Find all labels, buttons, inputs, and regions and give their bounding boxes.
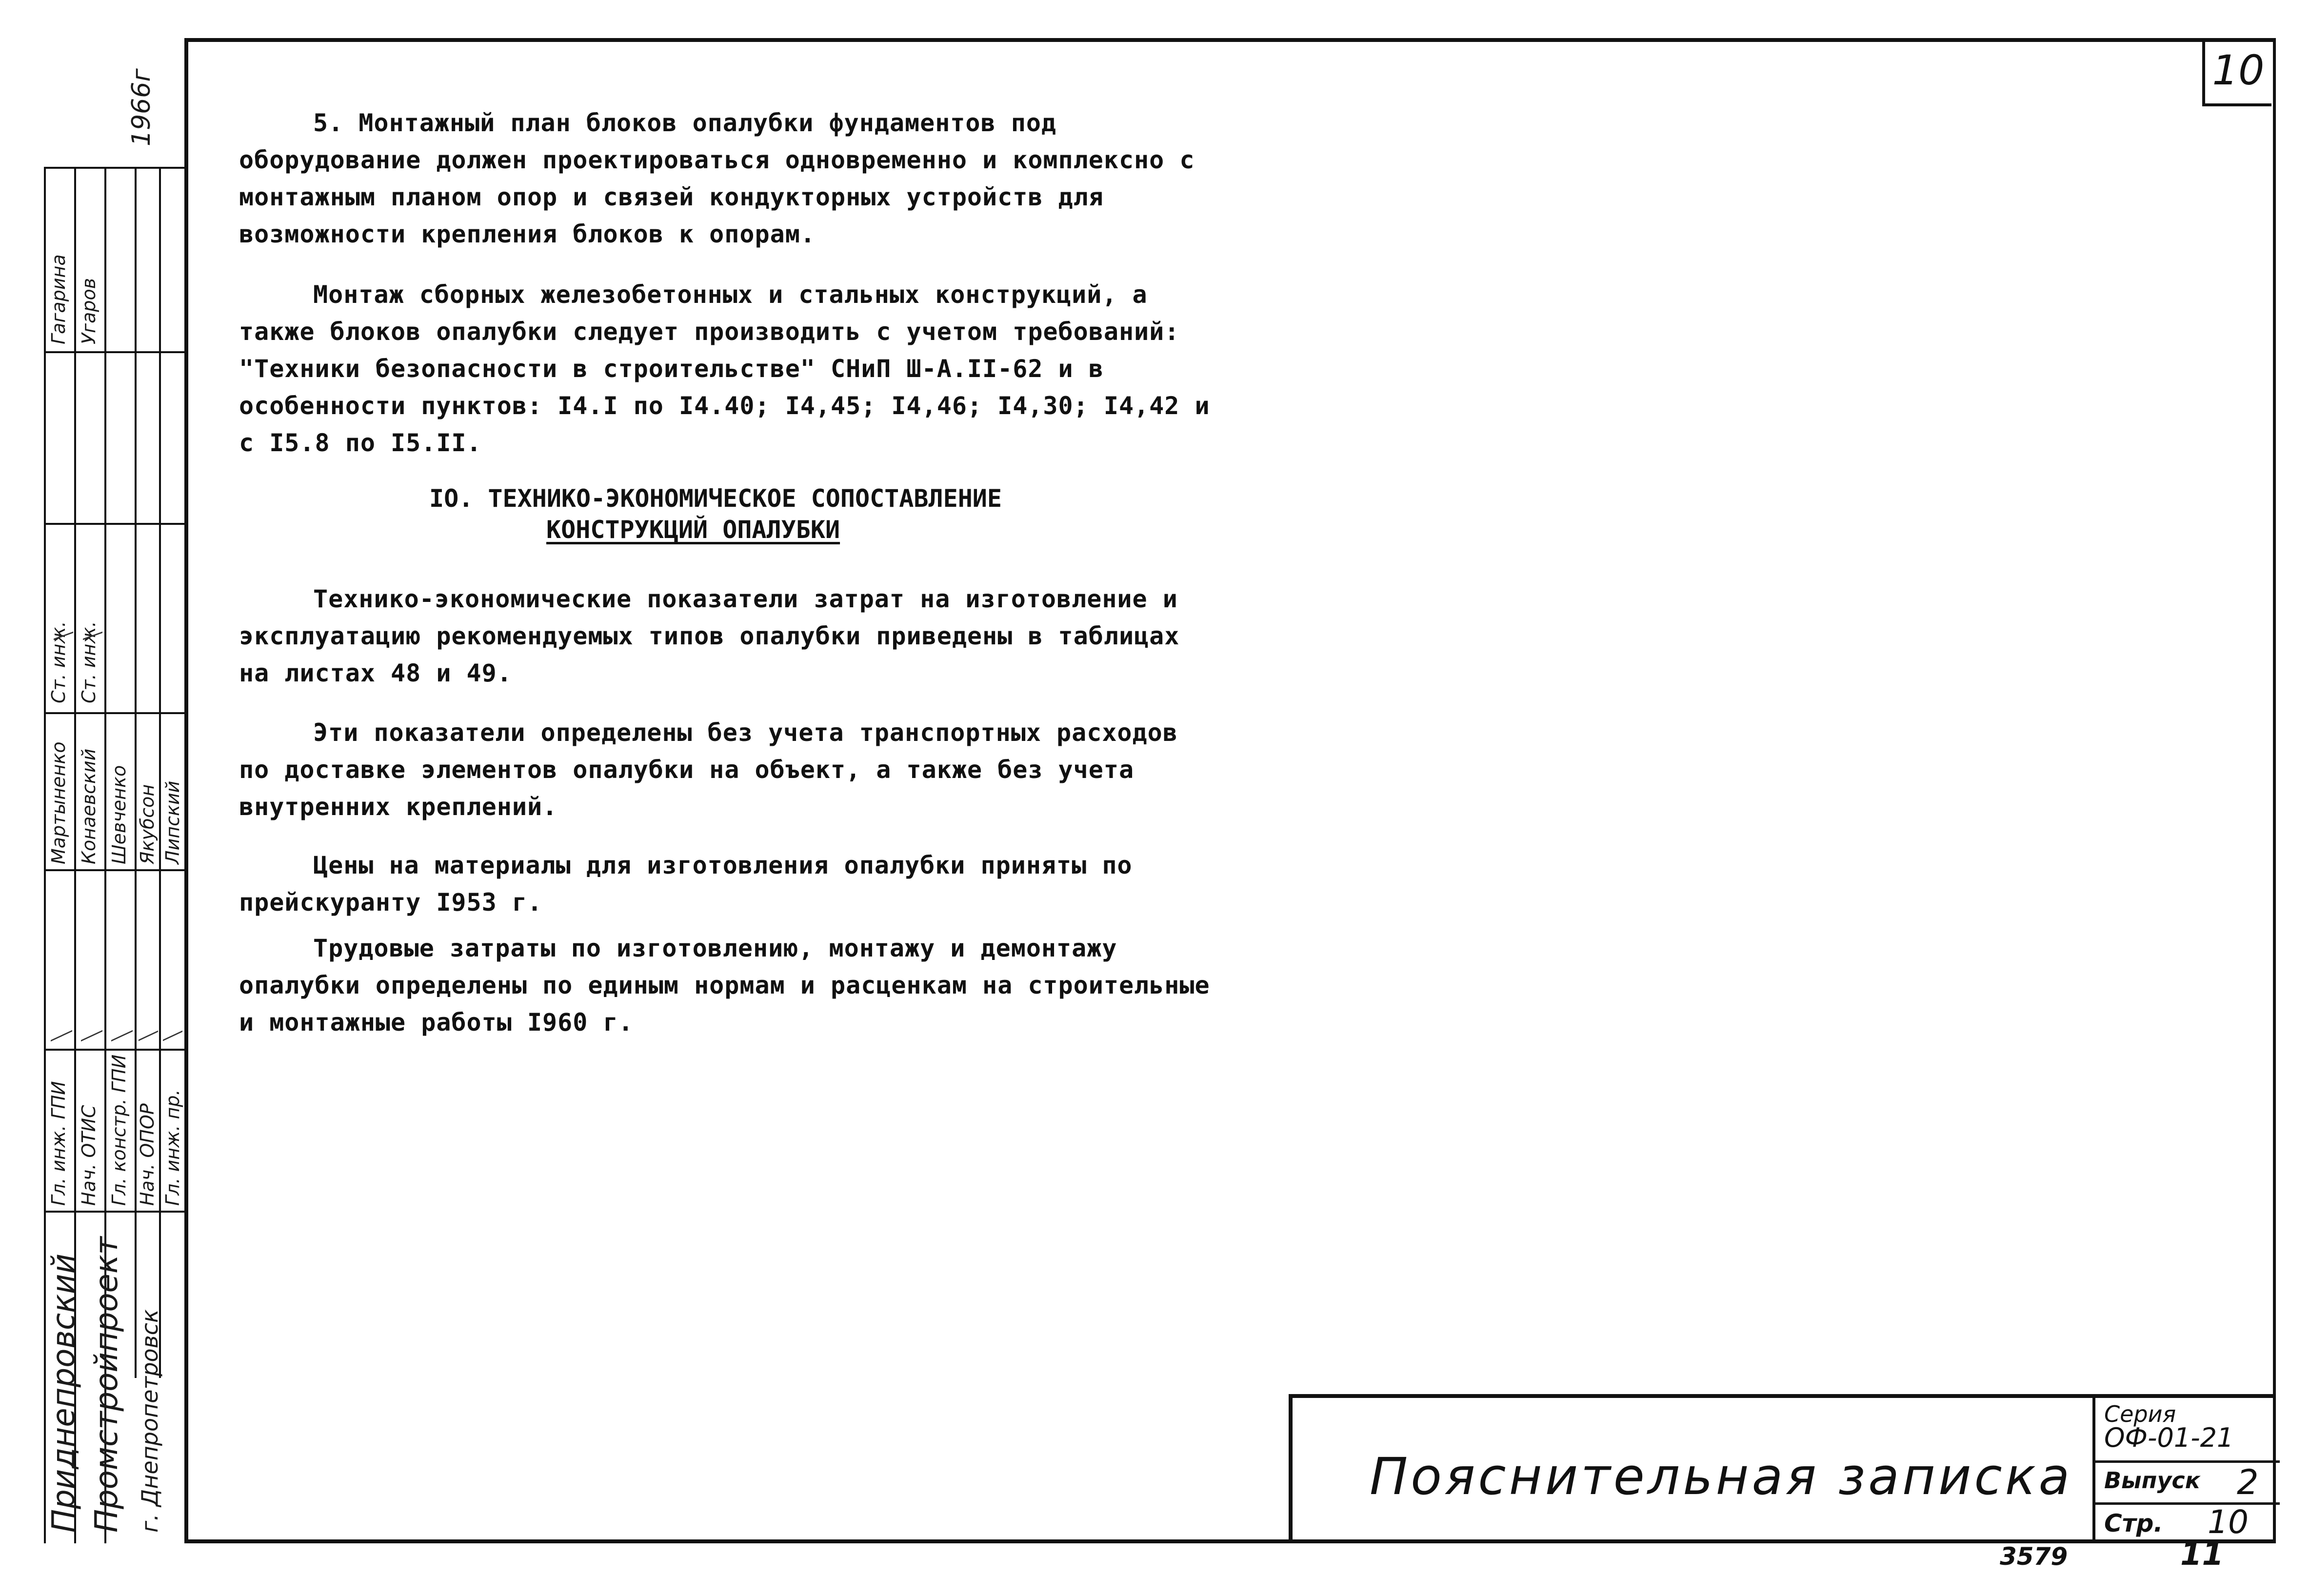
series-label: Серия <box>2104 1401 2176 1427</box>
signature-1 <box>54 534 73 640</box>
signature-2 <box>83 544 102 640</box>
stamp-role-1: Гл. инж. ГПИ <box>48 1081 69 1206</box>
paragraph-safety-requirements: Монтаж сборных железобетонных и стальных конструкций, а также блоков опалубки следует производить с учетом требований: "Техники безопасности в строительстве" СНиП Ш-А.II-62 и в особенности пунктов: I4.I по I4.40; I4,45; I4,46; I4,30; I4,42 и с I5.8 по I5.II. <box>239 280 1210 457</box>
stamp-name-4: Якубсон <box>137 784 158 864</box>
stamp-name-2: Конаевский <box>78 748 100 864</box>
document-title: Пояснительная записка <box>1370 1447 2073 1506</box>
paragraph-montage-plan: 5. Монтажный план блоков опалубки фундаментов под оборудование должен проектироваться одновременно и комплексно с монтажным планом опор и связей кондукторных устройств для возможности крепления блоков к опорам. <box>239 109 1195 248</box>
bottom-right-number: 11 <box>2180 1536 2224 1573</box>
stamp-role-5: Гл. инж. пр. <box>162 1089 183 1206</box>
section-heading-line-1: IO. ТЕХНИКО-ЭКОНОМИЧЕСКОЕ СОПОСТАВЛЕНИЕ <box>429 484 1002 513</box>
paragraph-labor: Трудовые затраты по изготовлению, монтажу и демонтажу опалубки определены по единым нормам и расценкам на строительные и монтажные работы I960 г. <box>239 934 1210 1037</box>
bottom-left-number: 3579 <box>2000 1542 2068 1571</box>
page-number: 10 <box>2202 40 2271 106</box>
section-heading <box>429 483 1063 545</box>
paragraph-indicators: Технико-экономические показатели затрат на изготовление и эксплуатацию рекомендуемых типов опалубки приведены в таблицах на листах 48 и 49. <box>239 585 1180 687</box>
stamp-role2-2: Ст. инж. <box>78 621 100 703</box>
side-stamp <box>44 167 184 1543</box>
issue-value: 2 <box>2237 1462 2259 1502</box>
stamp-name-1: Мартыненко <box>48 741 69 864</box>
paragraph-prices: Цены на материалы для изготовления опалубки приняты по прейскуранту I953 г. <box>239 851 1133 917</box>
paragraph-transport: Эти показатели определены без учета транспортных расходов по доставке элементов опалубки на объект, а также без учета внутренних креплений. <box>239 718 1178 821</box>
series-cell <box>2092 1398 2280 1543</box>
section-heading-line-2: КОНСТРУКЦИЙ ОПАЛУБКИ <box>546 516 840 544</box>
title-block <box>1289 1394 2276 1543</box>
margin-year: 1966г <box>127 68 156 146</box>
signature-7 <box>163 884 182 1041</box>
signature-3 <box>51 884 72 1042</box>
stamp-name2-2: Угаров <box>78 278 100 344</box>
org-line-2: Промстройпроект <box>89 1237 125 1533</box>
stamp-role-2: Нач. ОТИС <box>78 1105 100 1206</box>
page-value: 10 <box>2208 1503 2249 1541</box>
stamp-name-3: Шевченко <box>108 765 130 864</box>
stamp-role-3: Гл. констр. ГПИ <box>108 1054 130 1206</box>
org-line-1: Приднепровский <box>46 1253 82 1533</box>
stamp-name2-1: Гагарина <box>48 254 69 344</box>
stamp-name-5: Липский <box>162 780 183 864</box>
signature-5 <box>111 884 133 1042</box>
issue-label: Выпуск <box>2104 1467 2200 1494</box>
page-label: Стр. <box>2104 1509 2163 1537</box>
series-value: ОФ-01-21 <box>2104 1422 2234 1453</box>
signature-6 <box>139 884 158 1041</box>
stamp-role-4: Нач. ОПОР <box>137 1103 158 1206</box>
org-line-3: г. Днепропетровск <box>137 1309 163 1533</box>
stamp-role2-1: Ст. инж. <box>48 621 69 703</box>
signature-4 <box>81 884 102 1042</box>
